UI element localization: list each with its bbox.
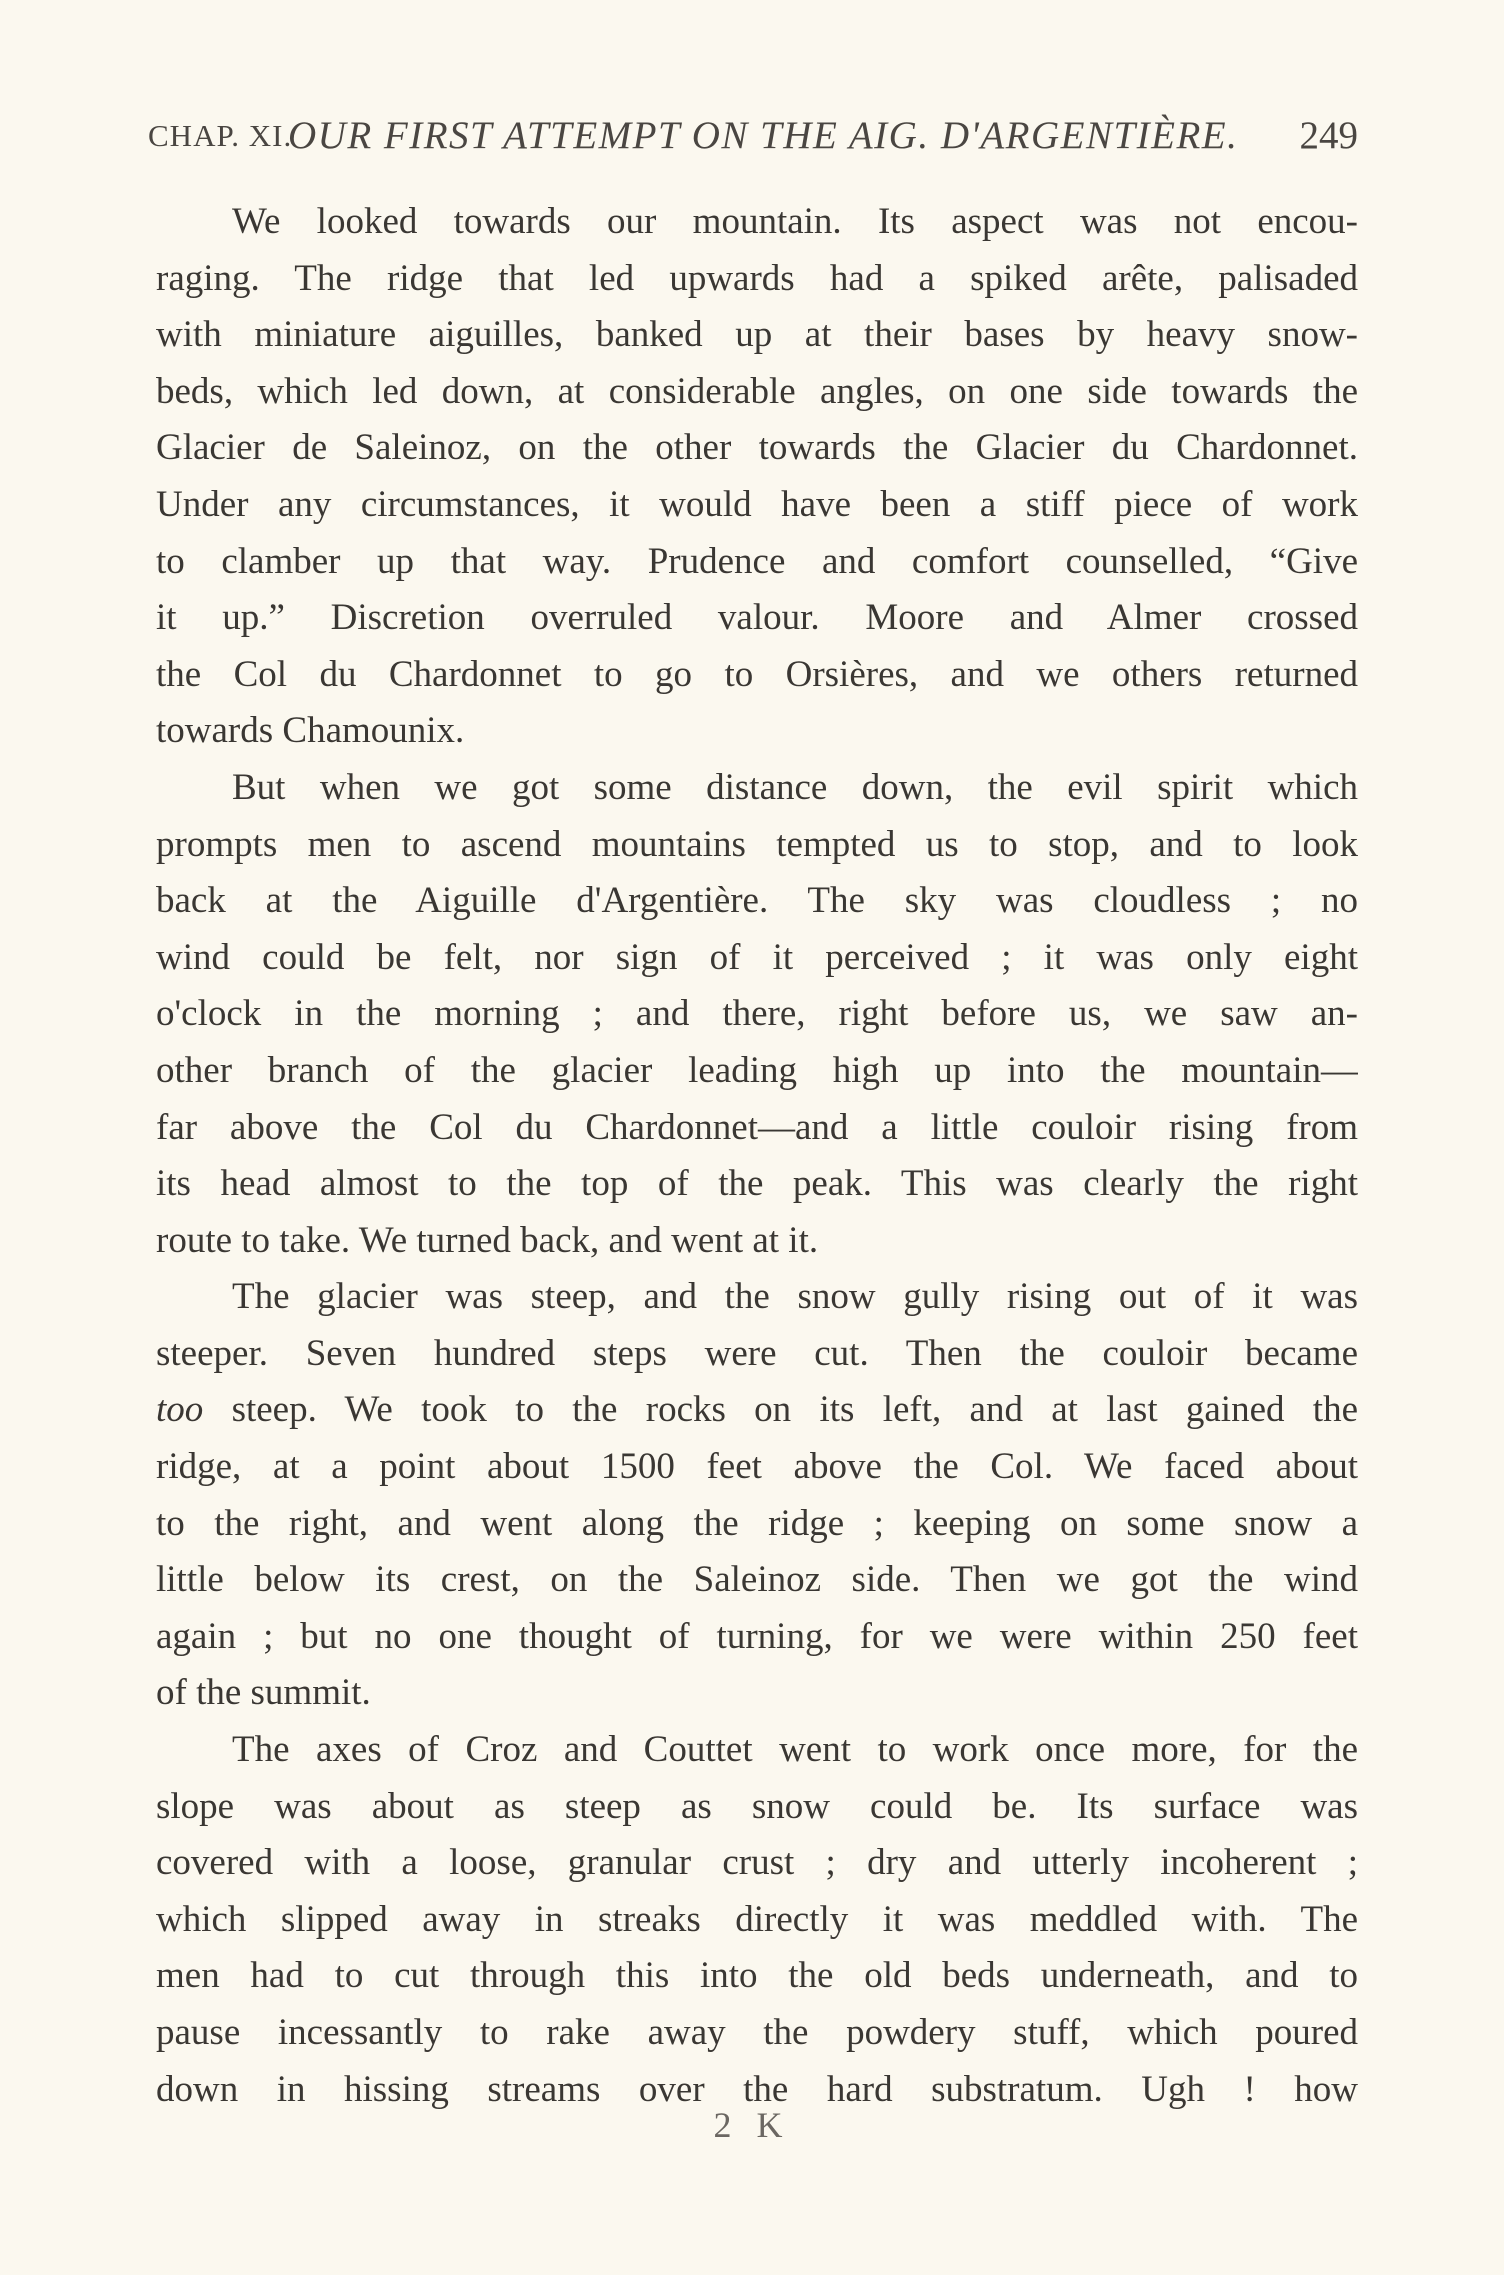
text-line: the Col du Chardonnet to go to Orsières, and we others returned [156, 653, 1358, 695]
text-line: The axes of Croz and Couttet went to work once more, for the [232, 1729, 1358, 1771]
text-line: down in hissing streams over the hard substratum. Ugh ! how [156, 2068, 1358, 2110]
text-line: which slipped away in streaks directly it was meddled with. The [156, 1898, 1358, 1940]
text-line: to the right, and went along the ridge ; keeping on some snow a [156, 1502, 1358, 1544]
running-head [148, 108, 1358, 164]
text-line: prompts men to ascend mountains tempted us to stop, and to look [156, 823, 1358, 865]
text-line: of the summit. [156, 1672, 371, 1714]
text-line: o'clock in the morning ; and there, right before us, we saw an- [156, 993, 1358, 1035]
text-line: Under any circumstances, it would have been a stiff piece of work [156, 483, 1358, 525]
text-line: towards Chamounix. [156, 710, 465, 752]
text-line: wind could be felt, nor sign of it perceived ; it was only eight [156, 936, 1358, 978]
emphasis-too: too [156, 1389, 204, 1431]
text-line: it up.” Discretion overruled valour. Moore and Almer crossed [156, 597, 1358, 639]
chapter-title: OUR FIRST ATTEMPT ON THE AIG. D'ARGENTIÈRE. [288, 114, 1239, 157]
text-line: But when we got some distance down, the evil spirit which [232, 766, 1358, 808]
text-line: covered with a loose, granular crust ; dry and utterly incoherent ; [156, 1842, 1358, 1884]
chapter-label: CHAP. XI. [148, 118, 293, 153]
text-line: Glacier de Saleinoz, on the other towards the Glacier du Chardonnet. [156, 427, 1358, 469]
body-text [156, 194, 1358, 2118]
text-line: route to take. We turned back, and went at it. [156, 1219, 819, 1261]
text-line: little below its crest, on the Saleinoz side. Then we got the wind [156, 1559, 1358, 1601]
text-line: raging. The ridge that led upwards had a spiked arête, palisaded [156, 257, 1358, 299]
text-line: other branch of the glacier leading high up into the mountain— [156, 1049, 1358, 1091]
text-line: men had to cut through this into the old beds underneath, and to [156, 1955, 1358, 1997]
text-line: again ; but no one thought of turning, for we were within 250 feet [156, 1615, 1358, 1657]
text-line-rest: steep. We took to the rocks on its left, and at last gained the [231, 1389, 1358, 1431]
page-number: 249 [1299, 114, 1358, 157]
text-line: steeper. Seven hundred steps were cut. Then the couloir became [156, 1332, 1358, 1374]
text-line: back at the Aiguille d'Argentière. The sky was cloudless ; no [156, 880, 1358, 922]
text-line: pause incessantly to rake away the powdery stuff, which poured [156, 2012, 1358, 2053]
text-line [156, 1382, 1358, 1439]
signature-mark: 2 K [713, 2105, 791, 2145]
text-line: slope was about as steep as snow could be. Its surface was [156, 1785, 1358, 1827]
text-line: The glacier was steep, and the snow gully rising out of it was [232, 1276, 1358, 1318]
text-line: its head almost to the top of the peak. This was clearly the right [156, 1163, 1358, 1205]
text-line: We looked towards our mountain. Its aspect was not encou- [232, 201, 1358, 242]
text-line: with miniature aiguilles, banked up at their bases by heavy snow- [156, 314, 1358, 356]
text-line: ridge, at a point about 1500 feet above the Col. We faced about [156, 1446, 1358, 1488]
text-line: far above the Col du Chardonnet—and a little couloir rising from [156, 1106, 1358, 1148]
text-line: to clamber up that way. Prudence and comfort counselled, “Give [156, 540, 1358, 582]
text-line: beds, which led down, at considerable angles, on one side towards the [156, 370, 1358, 412]
